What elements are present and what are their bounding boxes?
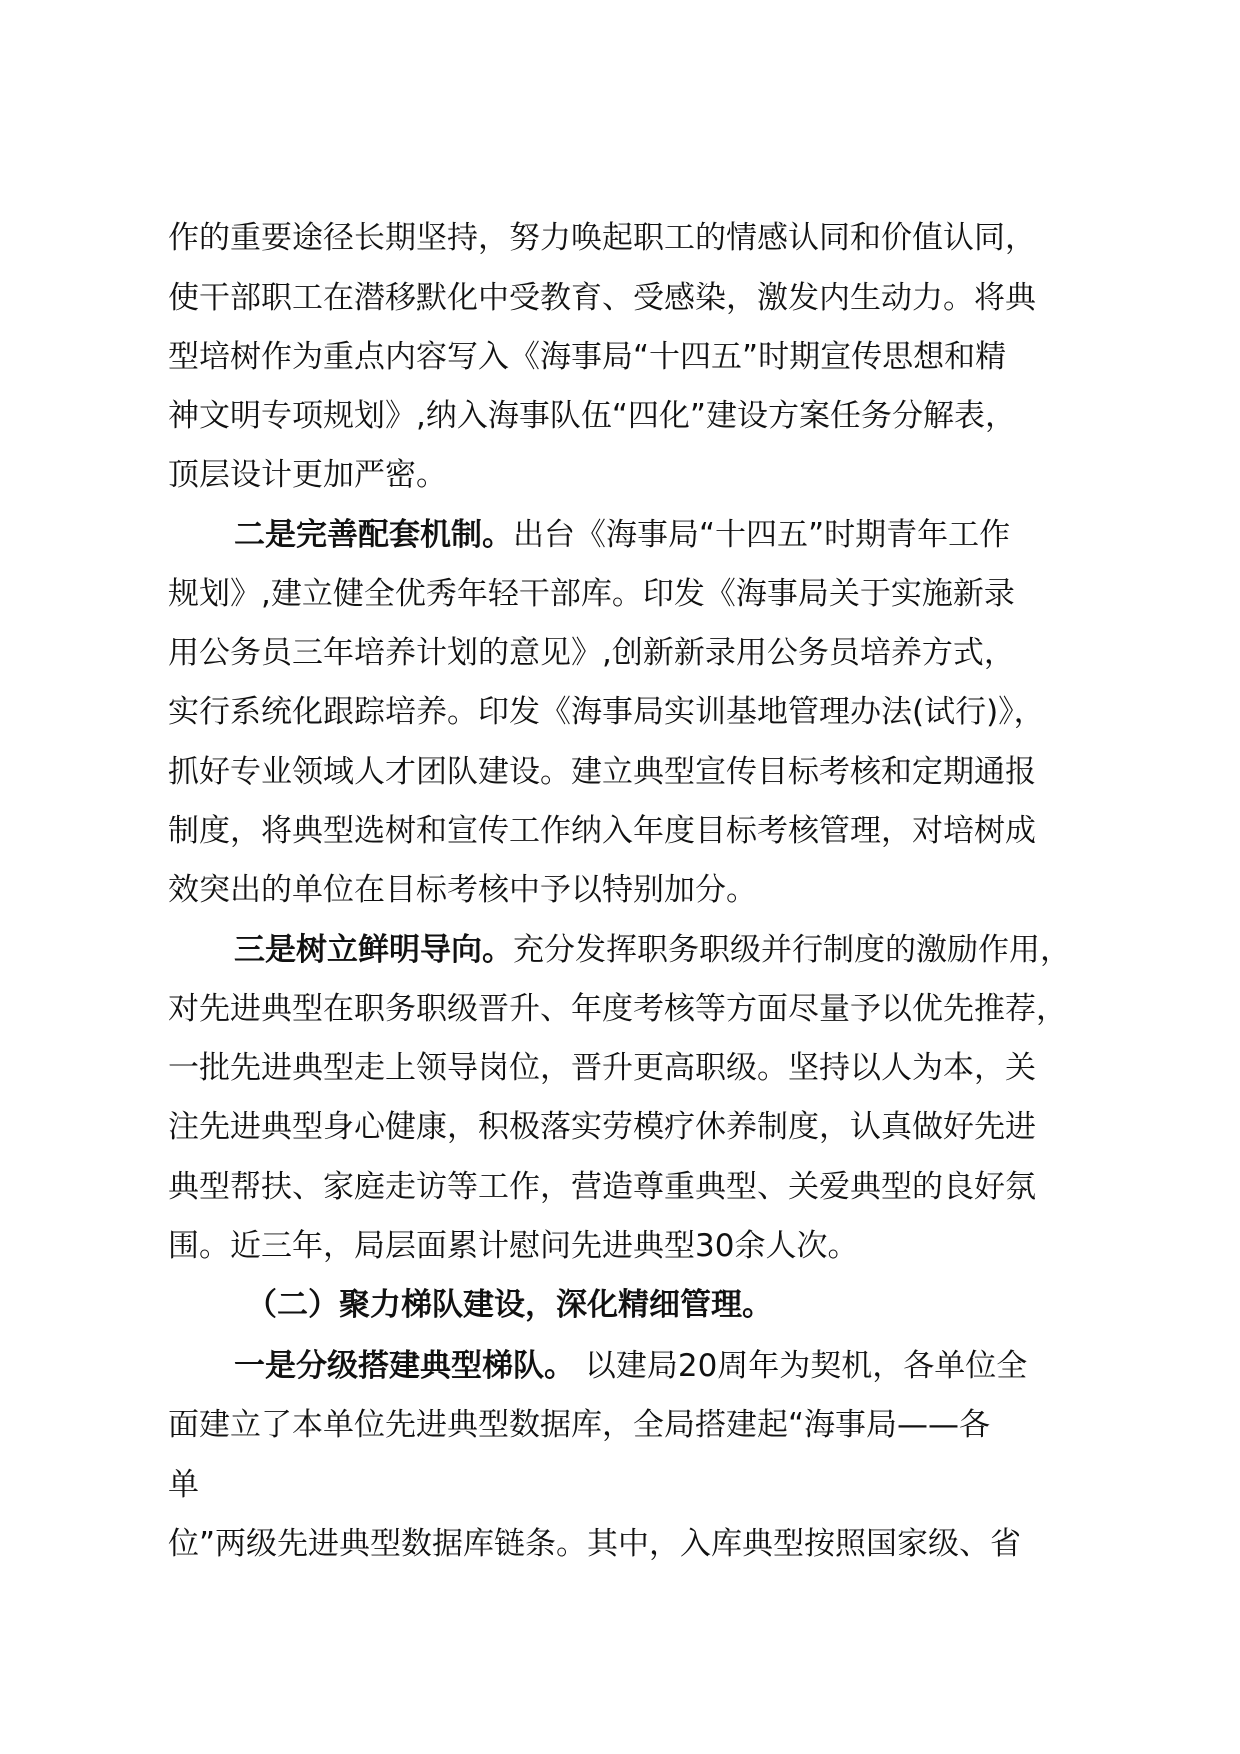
text-line: 注先进典型身心健康，积极落实劳模疗休养制度，认真做好先进 <box>168 1109 1036 1145</box>
text-line: 效突出的单位在目标考核中予以特别加分。 <box>168 872 757 908</box>
text-line: 面建立了本单位先进典型数据库，全局搭建起“海事局——各 <box>168 1407 991 1443</box>
paragraph-first-line <box>234 1346 1027 1386</box>
text-line: 典型帮扶、家庭走访等工作，营造尊重典型、关爱典型的良好氛 <box>168 1169 1036 1205</box>
paragraph-first-line <box>234 930 1071 970</box>
text-line: 作的重要途径长期坚持，努力唤起职工的情感认同和价值认同， <box>168 220 1036 256</box>
text-line: 用公务员三年培养计划的意见》,创新新录用公务员培养方式， <box>168 635 1015 671</box>
text-line: 使干部职工在潜移默化中受教育、受感染，激发内生动力。将典 <box>168 280 1036 316</box>
text-line: 一批先进典型走上领导岗位，晋升更高职级。坚持以人为本，关 <box>168 1050 1036 1086</box>
paragraph-first-line <box>234 515 1010 555</box>
paragraph-lead-bold: 二是完善配套机制。 <box>234 517 513 553</box>
section-heading: （二）聚力梯队建设，深化精细管理。 <box>246 1287 773 1323</box>
text-line: 围。近三年，局层面累计慰问先进典型30余人次。 <box>168 1228 859 1264</box>
text-line: 神文明专项规划》,纳入海事队伍“四化”建设方案任务分解表， <box>168 398 1016 434</box>
paragraph-text: 充分发挥职务职级并行制度的激励作用， <box>513 932 1071 968</box>
text-line: 规划》,建立健全优秀年轻干部库。印发《海事局关于实施新录 <box>168 576 1015 612</box>
text-line: 实行系统化跟踪培养。印发《海事局实训基地管理办法(试行)》， <box>168 694 1045 730</box>
text-line: 对先进典型在职务职级晋升、年度考核等方面尽量予以优先推荐， <box>168 991 1067 1027</box>
text-line: 制度，将典型选树和宣传工作纳入年度目标考核管理，对培树成 <box>168 813 1036 849</box>
paragraph-text: 出台《海事局“十四五”时期青年工作 <box>513 517 1011 553</box>
paragraph-lead-bold: 三是树立鲜明导向。 <box>234 932 513 968</box>
text-line: 抓好专业领域人才团队建设。建立典型宣传目标考核和定期通报 <box>168 754 1036 790</box>
text-line: 型培树作为重点内容写入《海事局“十四五”时期宣传思想和精 <box>168 339 1007 375</box>
paragraph-text: 以建局20周年为契机，各单位全 <box>575 1348 1028 1384</box>
paragraph-lead-bold: 一是分级搭建典型梯队。 <box>234 1348 575 1384</box>
text-line: 位”两级先进典型数据库链条。其中，入库典型按照国家级、省 <box>168 1526 1022 1562</box>
text-line: 顶层设计更加严密。 <box>168 457 447 493</box>
text-line: 单 <box>168 1467 199 1503</box>
